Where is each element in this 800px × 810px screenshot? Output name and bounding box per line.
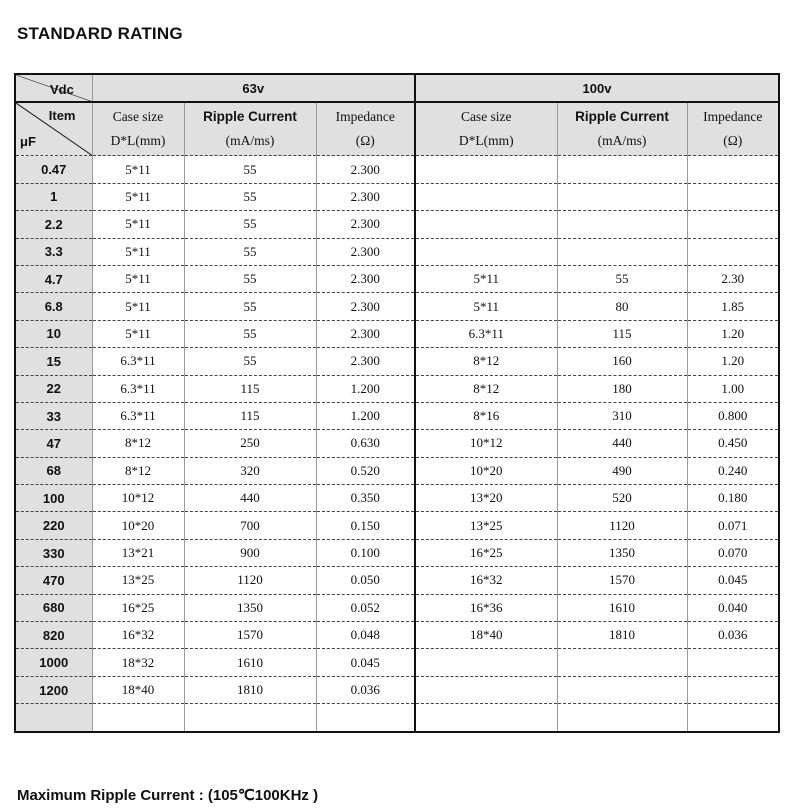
ripple-current-100v-cell: 520 xyxy=(557,485,687,512)
table-row xyxy=(15,622,779,649)
impedance-63v-cell: 0.045 xyxy=(316,649,415,676)
case-size-100v-cell: 5*11 xyxy=(415,293,557,320)
table-row xyxy=(15,238,779,265)
ripple-current-100v-cell: 440 xyxy=(557,430,687,457)
impedance-63v-cell: 2.300 xyxy=(316,211,415,238)
impedance-63v-cell: 2.300 xyxy=(316,293,415,320)
uf-cell: 3.3 xyxy=(15,238,92,265)
case-size-63v-cell: 8*12 xyxy=(92,430,184,457)
case-size-100v-cell xyxy=(415,156,557,183)
col-impedance-100v: Impedance (Ω) xyxy=(687,102,779,156)
ripple-current-100v-cell xyxy=(557,156,687,183)
case-size-63v-cell: 5*11 xyxy=(92,320,184,347)
impedance-100v-cell: 1.85 xyxy=(687,293,779,320)
impedance-100v-cell: 0.071 xyxy=(687,512,779,539)
ripple-current-100v-cell xyxy=(557,183,687,210)
ripple-current-63v-cell xyxy=(184,704,316,732)
impedance-100v-cell: 0.180 xyxy=(687,485,779,512)
uf-cell: 0.47 xyxy=(15,156,92,183)
ripple-current-100v-cell: 115 xyxy=(557,320,687,347)
table-row xyxy=(15,594,779,621)
case-size-100v-cell: 16*32 xyxy=(415,567,557,594)
impedance-63v-cell: 0.520 xyxy=(316,457,415,484)
impedance-100v-cell xyxy=(687,183,779,210)
ripple-current-63v-cell: 115 xyxy=(184,375,316,402)
case-size-100v-cell: 13*25 xyxy=(415,512,557,539)
table-row xyxy=(15,539,779,566)
uf-cell: 220 xyxy=(15,512,92,539)
impedance-63v-cell: 2.300 xyxy=(316,348,415,375)
impedance-100v-cell: 0.040 xyxy=(687,594,779,621)
uf-cell: 68 xyxy=(15,457,92,484)
case-size-63v-cell: 5*11 xyxy=(92,183,184,210)
table-row xyxy=(15,430,779,457)
ripple-current-100v-cell: 1120 xyxy=(557,512,687,539)
col-ripple-current-63v: Ripple Current (mA/ms) xyxy=(184,102,316,156)
case-size-100v-cell xyxy=(415,649,557,676)
ripple-current-63v-cell: 55 xyxy=(184,265,316,292)
impedance-100v-cell: 1.00 xyxy=(687,375,779,402)
case-size-63v-cell: 6.3*11 xyxy=(92,348,184,375)
case-size-100v-cell: 6.3*11 xyxy=(415,320,557,347)
ripple-current-100v-cell: 310 xyxy=(557,402,687,429)
uf-cell: 33 xyxy=(15,402,92,429)
uf-cell: 470 xyxy=(15,567,92,594)
case-size-100v-cell: 8*16 xyxy=(415,402,557,429)
impedance-63v-cell: 0.050 xyxy=(316,567,415,594)
footer-note: Maximum Ripple Current : (105℃100KHz ) xyxy=(17,787,319,804)
case-size-100v-cell xyxy=(415,704,557,732)
ripple-current-63v-cell: 55 xyxy=(184,320,316,347)
uf-cell: 6.8 xyxy=(15,293,92,320)
impedance-63v-cell: 0.350 xyxy=(316,485,415,512)
ripple-current-63v-cell: 1810 xyxy=(184,676,316,703)
case-size-63v-cell: 18*40 xyxy=(92,676,184,703)
uf-cell: 47 xyxy=(15,430,92,457)
ripple-current-100v-cell: 1350 xyxy=(557,539,687,566)
table-row xyxy=(15,183,779,210)
table-row xyxy=(15,211,779,238)
uf-cell: 330 xyxy=(15,539,92,566)
ripple-current-63v-cell: 55 xyxy=(184,348,316,375)
table-row xyxy=(15,348,779,375)
case-size-63v-cell xyxy=(92,704,184,732)
case-size-63v-cell: 13*25 xyxy=(92,567,184,594)
impedance-100v-cell: 1.20 xyxy=(687,348,779,375)
case-size-100v-cell: 10*12 xyxy=(415,430,557,457)
case-size-63v-cell: 5*11 xyxy=(92,238,184,265)
impedance-63v-cell: 2.300 xyxy=(316,156,415,183)
vdc-label: Vdc xyxy=(50,82,74,97)
ripple-current-100v-cell xyxy=(557,238,687,265)
ripple-current-100v-cell: 55 xyxy=(557,265,687,292)
case-size-100v-cell: 10*20 xyxy=(415,457,557,484)
table-row xyxy=(15,676,779,703)
voltage-63v-header: 63v xyxy=(92,74,415,102)
case-size-100v-cell xyxy=(415,211,557,238)
case-size-63v-cell: 10*20 xyxy=(92,512,184,539)
impedance-63v-cell: 1.200 xyxy=(316,402,415,429)
ripple-current-63v-cell: 250 xyxy=(184,430,316,457)
impedance-100v-cell xyxy=(687,676,779,703)
ripple-current-100v-cell: 490 xyxy=(557,457,687,484)
case-size-100v-cell: 16*25 xyxy=(415,539,557,566)
case-size-100v-cell: 8*12 xyxy=(415,375,557,402)
ripple-current-63v-cell: 115 xyxy=(184,402,316,429)
ripple-current-100v-cell: 1610 xyxy=(557,594,687,621)
item-corner-cell xyxy=(15,102,92,156)
case-size-63v-cell: 16*25 xyxy=(92,594,184,621)
ripple-current-100v-cell: 160 xyxy=(557,348,687,375)
uf-cell: 15 xyxy=(15,348,92,375)
uf-cell: 820 xyxy=(15,622,92,649)
col-ripple-current-100v: Ripple Current (mA/ms) xyxy=(557,102,687,156)
case-size-63v-cell: 6.3*11 xyxy=(92,402,184,429)
col-case-size-63v: Case size D*L(mm) xyxy=(92,102,184,156)
case-size-63v-cell: 8*12 xyxy=(92,457,184,484)
table-row xyxy=(15,512,779,539)
ripple-current-100v-cell xyxy=(557,676,687,703)
ripple-current-63v-cell: 1610 xyxy=(184,649,316,676)
impedance-63v-cell: 2.300 xyxy=(316,265,415,292)
ripple-current-63v-cell: 55 xyxy=(184,156,316,183)
impedance-63v-cell: 0.048 xyxy=(316,622,415,649)
ripple-current-63v-cell: 320 xyxy=(184,457,316,484)
ripple-current-63v-cell: 900 xyxy=(184,539,316,566)
uf-cell xyxy=(15,704,92,732)
uf-cell: 2.2 xyxy=(15,211,92,238)
table-row xyxy=(15,704,779,732)
table-row xyxy=(15,567,779,594)
impedance-100v-cell: 0.800 xyxy=(687,402,779,429)
table-row xyxy=(15,402,779,429)
case-size-63v-cell: 5*11 xyxy=(92,156,184,183)
impedance-100v-cell: 1.20 xyxy=(687,320,779,347)
ripple-current-63v-cell: 1350 xyxy=(184,594,316,621)
table-row xyxy=(15,485,779,512)
uf-cell: 1200 xyxy=(15,676,92,703)
impedance-100v-cell: 0.036 xyxy=(687,622,779,649)
table-row xyxy=(15,375,779,402)
case-size-63v-cell: 6.3*11 xyxy=(92,375,184,402)
impedance-100v-cell: 0.240 xyxy=(687,457,779,484)
impedance-63v-cell: 0.052 xyxy=(316,594,415,621)
impedance-100v-cell xyxy=(687,649,779,676)
case-size-100v-cell: 13*20 xyxy=(415,485,557,512)
ripple-current-63v-cell: 55 xyxy=(184,293,316,320)
col-impedance-63v: Impedance (Ω) xyxy=(316,102,415,156)
impedance-100v-cell: 2.30 xyxy=(687,265,779,292)
vdc-corner-cell xyxy=(15,74,92,102)
impedance-63v-cell xyxy=(316,704,415,732)
ripple-current-63v-cell: 700 xyxy=(184,512,316,539)
uf-cell: 1000 xyxy=(15,649,92,676)
impedance-63v-cell: 0.036 xyxy=(316,676,415,703)
ripple-current-100v-cell: 1570 xyxy=(557,567,687,594)
ripple-current-100v-cell: 80 xyxy=(557,293,687,320)
case-size-63v-cell: 16*32 xyxy=(92,622,184,649)
column-header-row xyxy=(15,102,779,156)
col-case-size-100v: Case size D*L(mm) xyxy=(415,102,557,156)
impedance-100v-cell xyxy=(687,704,779,732)
impedance-100v-cell xyxy=(687,211,779,238)
impedance-63v-cell: 1.200 xyxy=(316,375,415,402)
ripple-current-63v-cell: 1120 xyxy=(184,567,316,594)
impedance-100v-cell: 0.450 xyxy=(687,430,779,457)
uf-cell: 680 xyxy=(15,594,92,621)
voltage-header-row xyxy=(15,74,779,102)
impedance-100v-cell xyxy=(687,238,779,265)
ripple-current-63v-cell: 55 xyxy=(184,238,316,265)
uf-cell: 10 xyxy=(15,320,92,347)
uf-cell: 22 xyxy=(15,375,92,402)
table-row xyxy=(15,293,779,320)
ripple-current-63v-cell: 440 xyxy=(184,485,316,512)
standard-rating-table xyxy=(14,73,780,733)
ripple-current-63v-cell: 55 xyxy=(184,211,316,238)
impedance-63v-cell: 0.150 xyxy=(316,512,415,539)
uf-cell: 4.7 xyxy=(15,265,92,292)
impedance-63v-cell: 0.630 xyxy=(316,430,415,457)
case-size-63v-cell: 18*32 xyxy=(92,649,184,676)
voltage-100v-header: 100v xyxy=(415,74,779,102)
case-size-100v-cell xyxy=(415,183,557,210)
impedance-63v-cell: 2.300 xyxy=(316,183,415,210)
case-size-100v-cell: 5*11 xyxy=(415,265,557,292)
case-size-100v-cell xyxy=(415,238,557,265)
ripple-current-100v-cell: 1810 xyxy=(557,622,687,649)
ripple-current-63v-cell: 55 xyxy=(184,183,316,210)
ripple-current-63v-cell: 1570 xyxy=(184,622,316,649)
item-label: Item xyxy=(48,108,76,124)
uf-cell: 1 xyxy=(15,183,92,210)
impedance-100v-cell xyxy=(687,156,779,183)
table-row xyxy=(15,457,779,484)
table-row xyxy=(15,156,779,183)
table-row xyxy=(15,320,779,347)
ripple-current-100v-cell xyxy=(557,649,687,676)
case-size-100v-cell: 16*36 xyxy=(415,594,557,621)
case-size-63v-cell: 10*12 xyxy=(92,485,184,512)
case-size-63v-cell: 5*11 xyxy=(92,293,184,320)
ripple-current-100v-cell xyxy=(557,211,687,238)
uf-cell: 100 xyxy=(15,485,92,512)
case-size-100v-cell: 8*12 xyxy=(415,348,557,375)
table-row xyxy=(15,649,779,676)
impedance-63v-cell: 2.300 xyxy=(316,320,415,347)
uf-label: μF xyxy=(20,134,36,150)
case-size-100v-cell: 18*40 xyxy=(415,622,557,649)
case-size-100v-cell xyxy=(415,676,557,703)
impedance-100v-cell: 0.070 xyxy=(687,539,779,566)
case-size-63v-cell: 5*11 xyxy=(92,265,184,292)
case-size-63v-cell: 5*11 xyxy=(92,211,184,238)
case-size-63v-cell: 13*21 xyxy=(92,539,184,566)
impedance-63v-cell: 2.300 xyxy=(316,238,415,265)
ripple-current-100v-cell xyxy=(557,704,687,732)
page-title: STANDARD RATING xyxy=(17,24,183,43)
impedance-63v-cell: 0.100 xyxy=(316,539,415,566)
ripple-current-100v-cell: 180 xyxy=(557,375,687,402)
impedance-100v-cell: 0.045 xyxy=(687,567,779,594)
table-row xyxy=(15,265,779,292)
